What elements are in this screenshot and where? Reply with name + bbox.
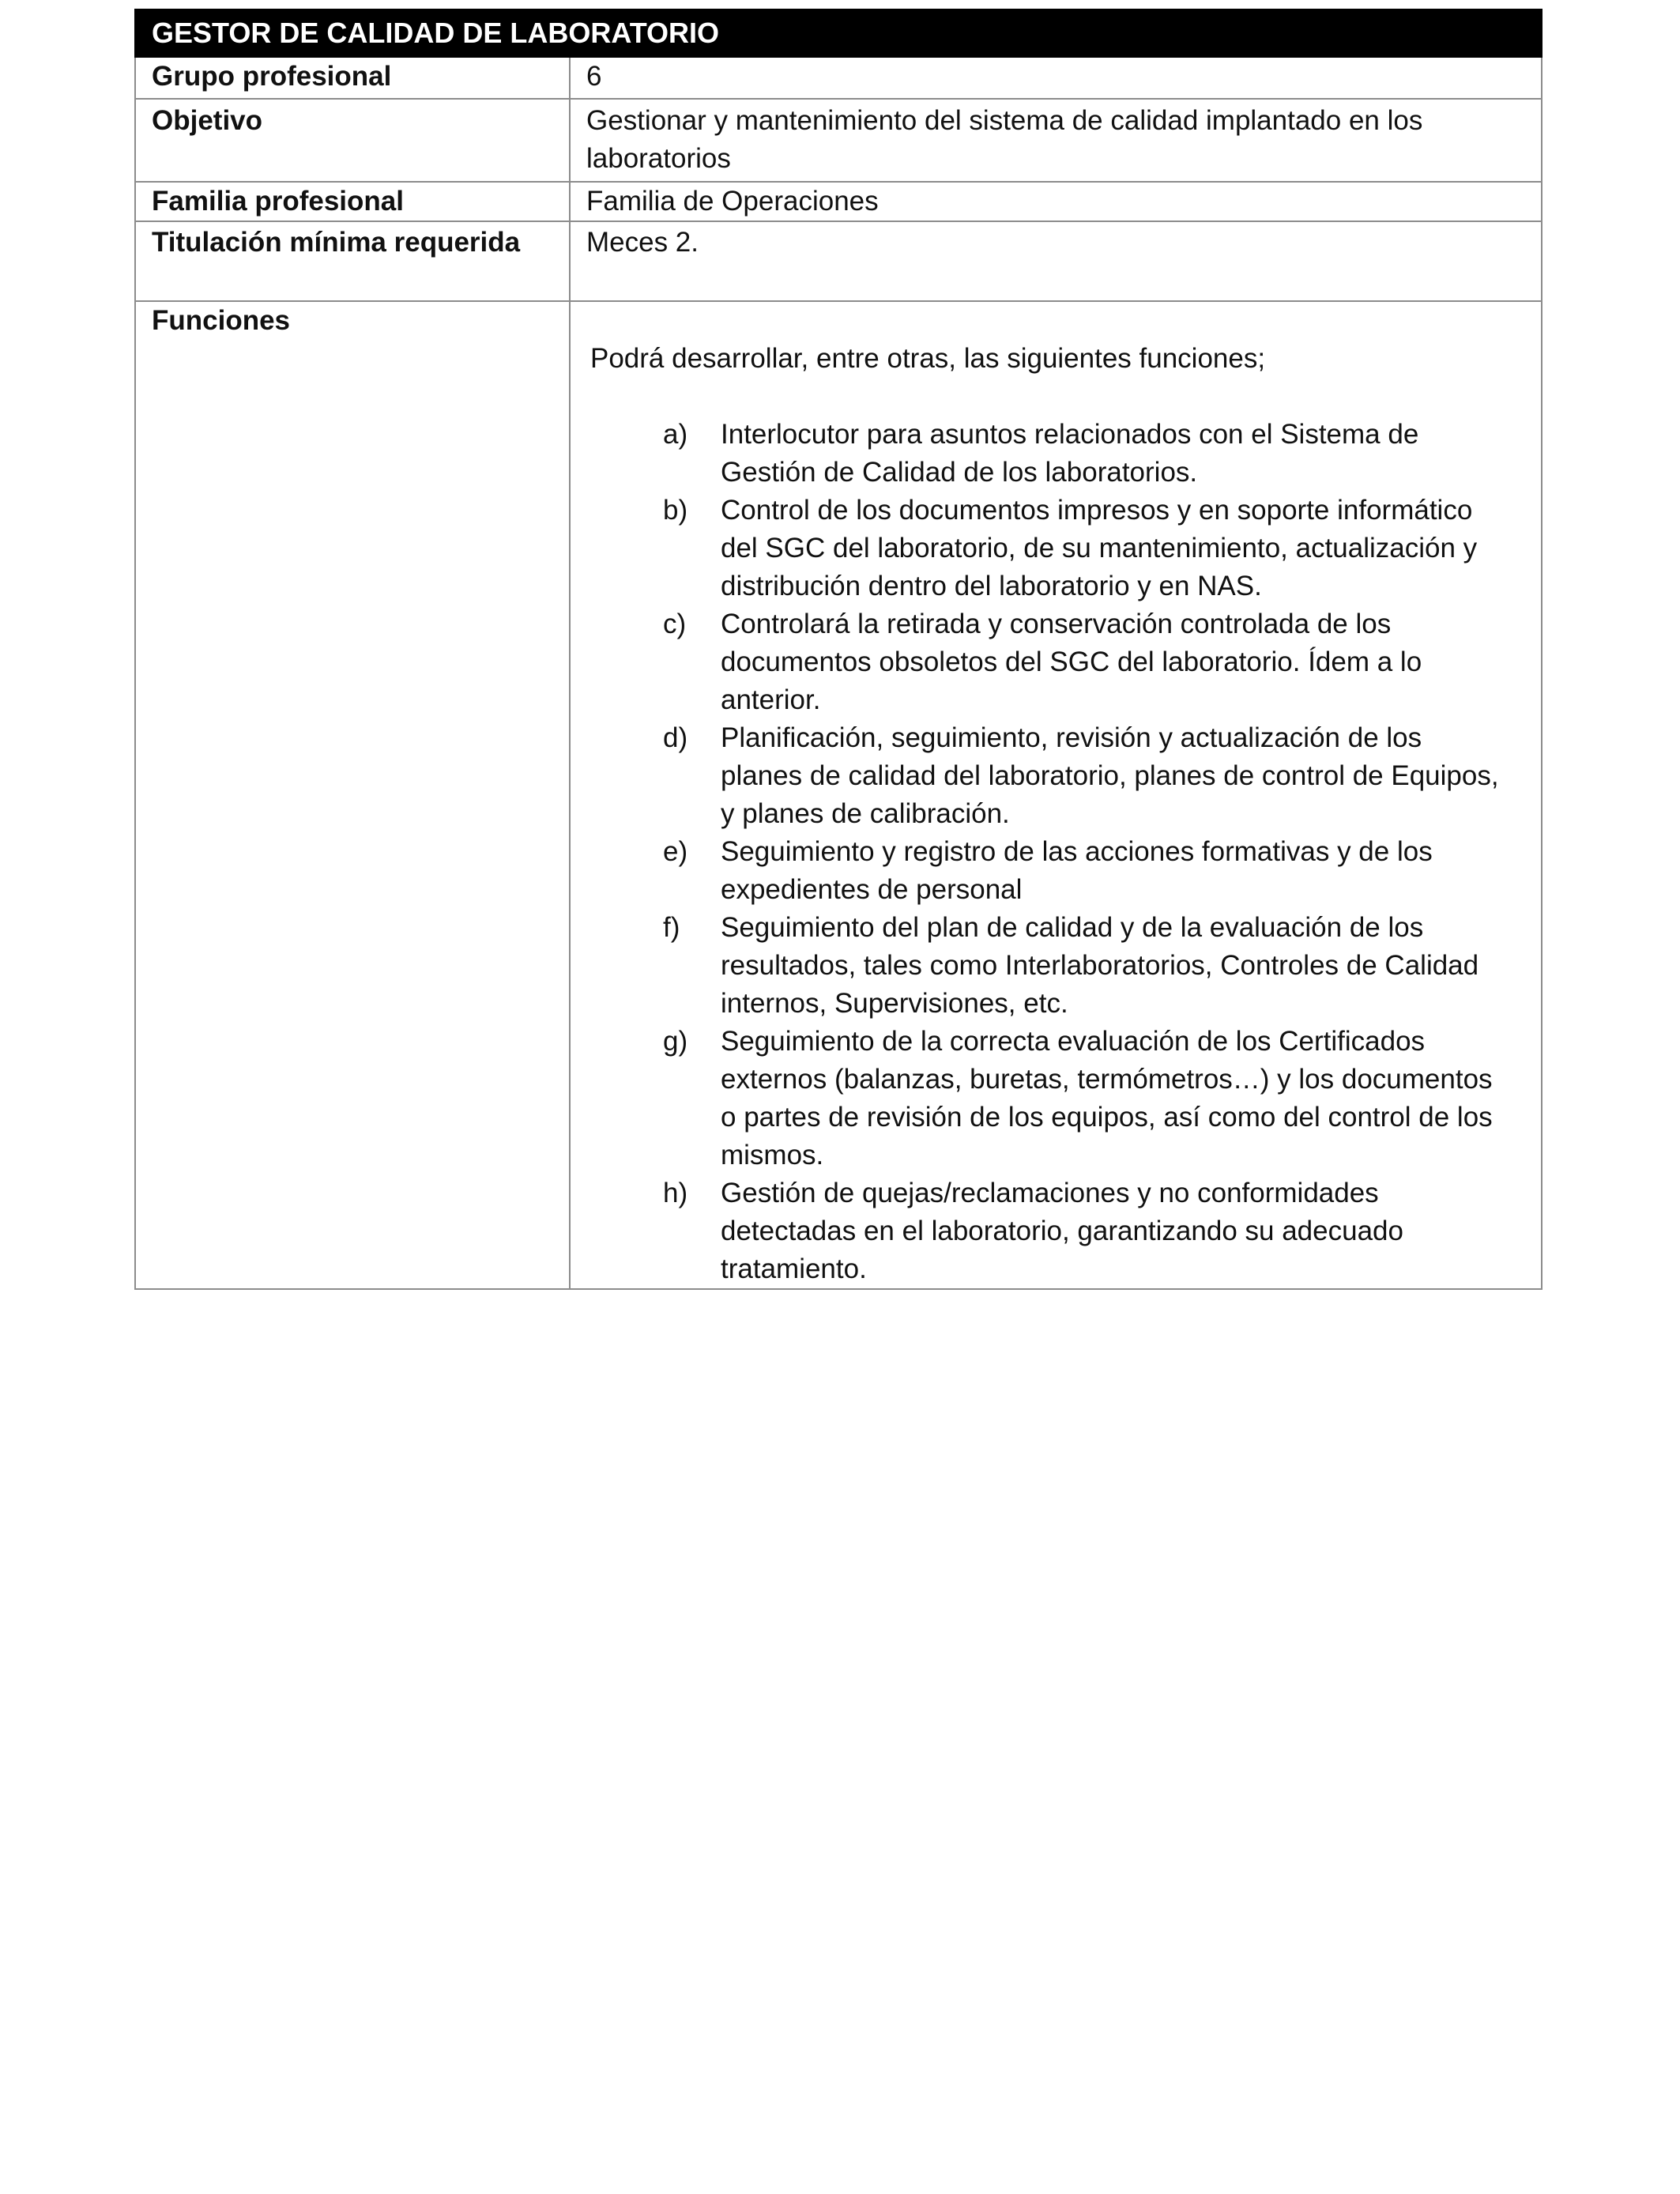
list-marker: c) xyxy=(663,609,687,639)
list-marker: a) xyxy=(663,419,688,450)
titulacion-value: Meces 2. xyxy=(570,221,1542,301)
funciones-row xyxy=(135,301,1542,1289)
titulacion-row xyxy=(135,221,1542,301)
list-item xyxy=(586,833,1525,909)
funciones-content xyxy=(570,301,1542,1289)
list-item xyxy=(586,416,1525,492)
list-item-text: Seguimiento del plan de calidad y de la evaluación de los resultados, tales como Interlaboratorios, Controles de Calidad internos, Supervisiones, etc. xyxy=(721,912,1479,1019)
grupo-profesional-value: 6 xyxy=(570,57,1542,99)
list-item-text: Planificación, seguimiento, revisión y actualización de los planes de calidad del laboratorio, planes de control de Equipos, y planes de calibración. xyxy=(721,722,1499,829)
list-marker: g) xyxy=(663,1026,688,1057)
list-marker: e) xyxy=(663,836,688,867)
list-item xyxy=(586,492,1525,605)
list-item-text: Seguimiento de la correcta evaluación de los Certificados externos (balanzas, buretas, termómetros…) y los documentos o partes de revisión de los equipos, así como del control de los mismos. xyxy=(721,1026,1493,1171)
list-item xyxy=(586,1023,1525,1174)
objetivo-label: Objetivo xyxy=(135,99,570,182)
list-item-text: Seguimiento y registro de las acciones formativas y de los expedientes de personal xyxy=(721,836,1433,905)
list-item-text: Controlará la retirada y conservación controlada de los documentos obsoletos del SGC del laboratorio. Ídem a lo anterior. xyxy=(721,609,1422,715)
list-item-text: Control de los documentos impresos y en soporte informático del SGC del laboratorio, de su mantenimiento, actualización y distribución dentro del laboratorio y en NAS. xyxy=(721,495,1478,601)
list-marker: b) xyxy=(663,495,688,526)
list-item xyxy=(586,605,1525,719)
list-item xyxy=(586,719,1525,833)
list-item xyxy=(586,1174,1525,1288)
title-row xyxy=(135,9,1542,57)
titulacion-label: Titulación mínima requerida xyxy=(135,221,570,301)
familia-profesional-value: Familia de Operaciones xyxy=(570,182,1542,221)
grupo-profesional-label: Grupo profesional xyxy=(135,57,570,99)
familia-profesional-row xyxy=(135,182,1542,221)
list-item-text: Interlocutor para asuntos relacionados con el Sistema de Gestión de Calidad de los laboratorios. xyxy=(721,419,1419,488)
list-marker: h) xyxy=(663,1178,688,1208)
job-profile-table xyxy=(134,9,1543,1290)
list-item-text: Gestión de quejas/reclamaciones y no conformidades detectadas en el laboratorio, garantizando su adecuado tratamiento. xyxy=(721,1178,1403,1284)
familia-profesional-label: Familia profesional xyxy=(135,182,570,221)
objetivo-value: Gestionar y mantenimiento del sistema de calidad implantado en los laboratorios xyxy=(570,99,1542,182)
objetivo-row xyxy=(135,99,1542,182)
list-marker: d) xyxy=(663,722,688,753)
funciones-list xyxy=(586,416,1525,1288)
funciones-intro: Podrá desarrollar, entre otras, las siguientes funciones; xyxy=(590,343,1266,374)
document-title: GESTOR DE CALIDAD DE LABORATORIO xyxy=(135,9,1542,57)
list-item xyxy=(586,909,1525,1023)
funciones-label: Funciones xyxy=(135,301,570,1289)
list-marker: f) xyxy=(663,912,680,943)
grupo-profesional-row xyxy=(135,57,1542,99)
